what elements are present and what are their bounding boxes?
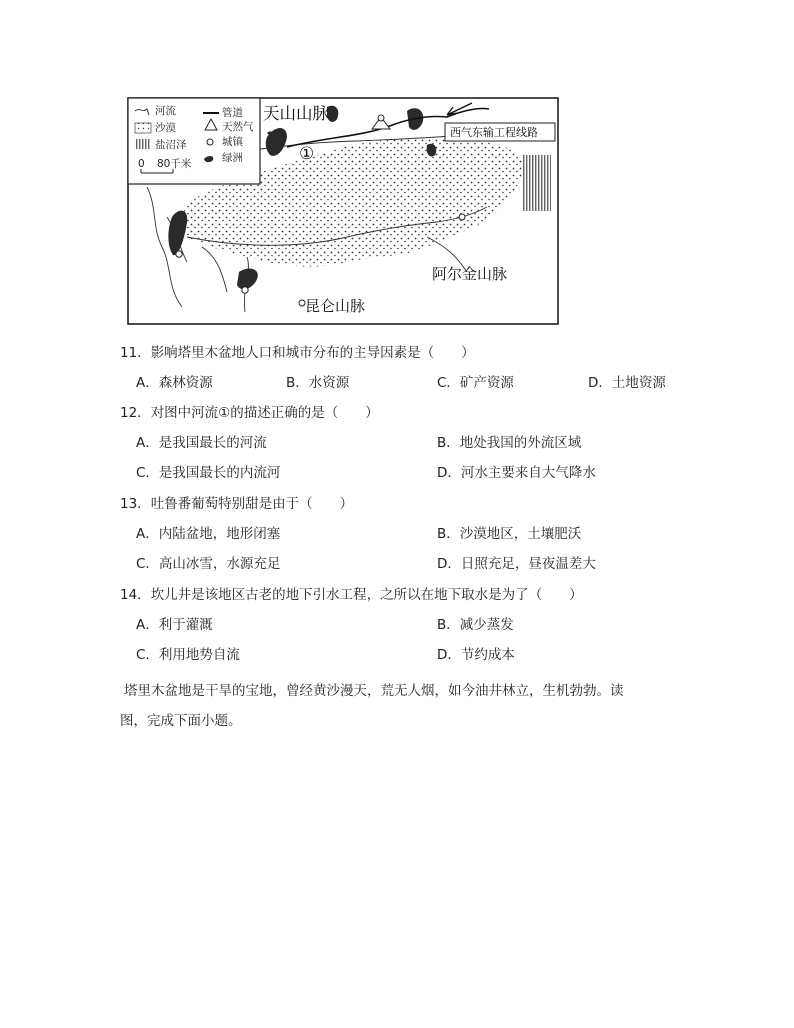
q12-option-a: A．是我国最长的河流	[136, 435, 267, 451]
legend-gas: 天然气	[222, 121, 254, 133]
question-text: 吐鲁番葡萄特别甜是由于（ ）	[150, 496, 354, 512]
legend-oasis: 绿洲	[222, 152, 243, 164]
label-kunlun: 昆仑山脉	[305, 297, 366, 315]
q12-option-c: C．是我国最长的内流河	[136, 465, 281, 481]
q14-option-c: C．利用地势自流	[136, 647, 240, 663]
scale-length: 80千米	[157, 158, 192, 170]
salt-marsh-legend-icon	[135, 139, 151, 149]
salt-marsh-area	[523, 155, 551, 211]
question-11-stem	[120, 344, 475, 362]
q14-option-b: B．减少蒸发	[437, 617, 514, 633]
river-marker: ①	[299, 144, 315, 164]
legend-river: 河流	[155, 105, 176, 117]
q13-option-b: B．沙漠地区，土壤肥沃	[437, 526, 582, 542]
legend-desert: 沙漠	[155, 122, 176, 134]
question-number: 12．	[120, 405, 151, 421]
q11-option-d: D．土地资源	[588, 375, 666, 391]
q12-option-d: D．河水主要来自大气降水	[437, 465, 596, 481]
question-number: 13．	[120, 496, 151, 512]
q13-option-d: D．日照充足，昼夜温差大	[437, 556, 596, 572]
reading-passage	[120, 676, 680, 736]
scale-zero: 0	[138, 158, 145, 170]
q11-option-c: C．矿产资源	[437, 375, 514, 391]
desert-legend-icon	[135, 123, 151, 133]
q12-option-b: B．地处我国的外流区域	[437, 435, 582, 451]
question-text: 对图中河流①的描述正确的是（ ）	[150, 405, 379, 421]
question-12-stem	[120, 404, 379, 422]
pipeline-label: 西气东输工程线路	[450, 126, 538, 139]
passage-line-2: 图，完成下面小题。	[120, 713, 242, 729]
q11-option-b: B．水资源	[286, 375, 350, 391]
q14-option-d: D．节约成本	[437, 647, 515, 663]
question-text: 影响塔里木盆地人口和城市分布的主导因素是（ ）	[150, 345, 475, 361]
q13-option-a: A．内陆盆地，地形闭塞	[136, 526, 281, 542]
q14-option-a: A．利于灌溉	[136, 617, 213, 633]
legend-salt-marsh: 盐沼泽	[155, 139, 187, 151]
q11-option-a: A．森林资源	[136, 375, 213, 391]
tarim-basin-map	[127, 97, 559, 325]
question-14-stem	[120, 586, 583, 604]
question-number: 11．	[120, 345, 151, 361]
label-tianshan: 天山山脉	[263, 104, 329, 123]
question-number: 14．	[120, 587, 151, 603]
question-13-stem	[120, 495, 353, 513]
label-altun: 阿尔金山脉	[432, 265, 508, 283]
passage-line-1: 塔里木盆地是干旱的宝地，曾经黄沙漫天，荒无人烟，如今油井林立，生机勃勃。读	[124, 683, 624, 699]
town-legend-icon	[207, 139, 213, 145]
legend-pipeline: 管道	[222, 107, 243, 119]
q13-option-c: C．高山冰雪，水源充足	[136, 556, 281, 572]
question-text: 坎儿井是该地区古老的地下引水工程，之所以在地下取水是为了（ ）	[150, 587, 583, 603]
legend-town: 城镇	[222, 136, 243, 148]
